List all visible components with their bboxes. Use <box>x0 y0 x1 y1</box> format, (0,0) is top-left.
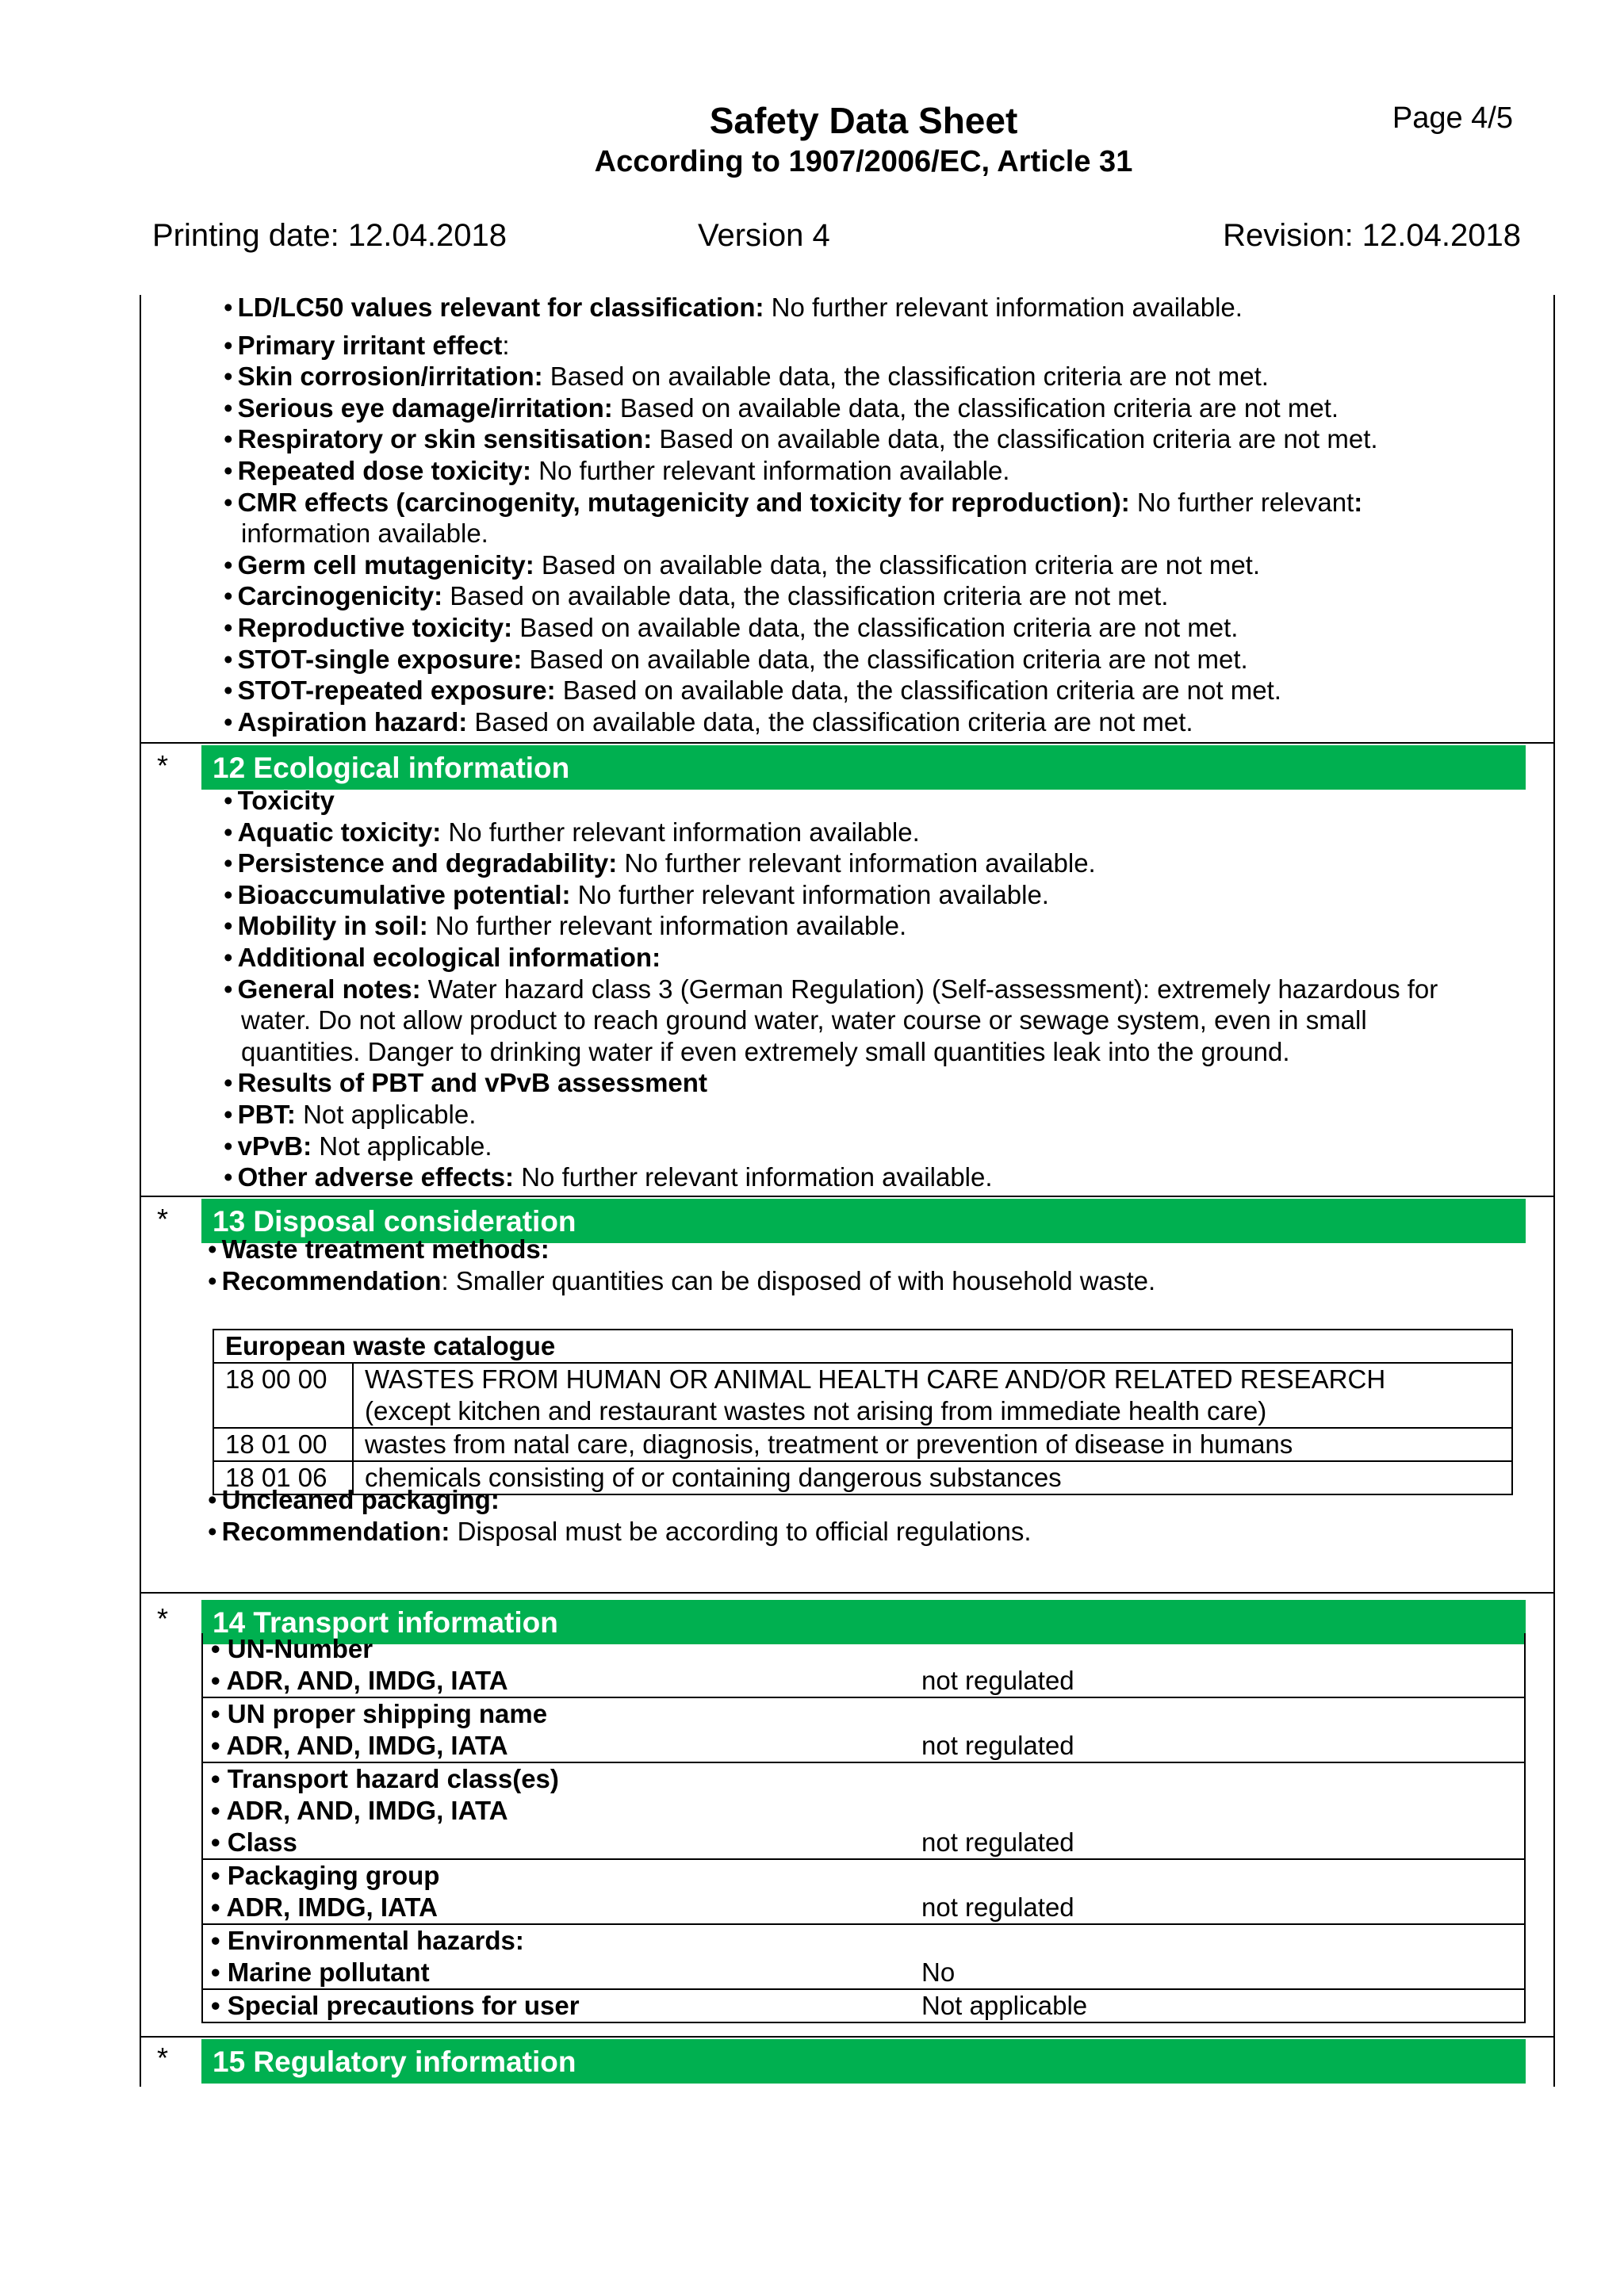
list-item-label: Recommendation <box>221 1265 442 1295</box>
bullet-icon: • <box>224 879 233 909</box>
transport-value: No <box>921 1957 956 1987</box>
list-item-text: Water hazard class 3 (German Regulation) (Self-assessment): extremely hazardous for <box>420 974 1438 1004</box>
list-item <box>224 675 1281 706</box>
list-item-label: PBT: <box>237 1100 296 1129</box>
revision-date: Revision: 12.04.2018 <box>1223 218 1521 253</box>
transport-labels <box>202 1924 921 1989</box>
list-item <box>224 392 1339 424</box>
list-item-text: quantities. Danger to drinking water if even extremely small quantities leak into the ground. <box>241 1036 1290 1066</box>
bullet-icon: • <box>211 1731 227 1760</box>
list-item-label: vPvB: <box>237 1131 312 1161</box>
bullet-icon: • <box>208 1516 217 1546</box>
waste-code: 18 01 06 <box>213 1461 353 1494</box>
table-row <box>213 1363 1512 1428</box>
bullet-icon: • <box>208 1265 217 1295</box>
list-item <box>224 706 1193 738</box>
document-title: Safety Data Sheet <box>709 100 1018 141</box>
list-item <box>208 1234 550 1265</box>
section-13-revision-star: * <box>157 1203 169 1235</box>
transport-label <box>211 1698 914 1730</box>
divider-section-11 <box>140 742 1555 744</box>
list-item <box>224 423 1378 455</box>
bullet-icon: • <box>211 1699 228 1728</box>
waste-description-line: chemicals consisting of or containing dangerous substances <box>365 1463 1062 1492</box>
bullet-icon: • <box>211 1957 228 1987</box>
list-item-text: Based on available data, the classification criteria are not met. <box>612 392 1339 423</box>
list-item-label: STOT-repeated exposure: <box>237 675 556 706</box>
list-item-text: Based on available data, the classification criteria are not met. <box>522 644 1248 674</box>
list-item <box>224 644 1248 675</box>
transport-value <box>921 1795 1516 1827</box>
transport-value <box>921 1860 1516 1892</box>
transport-label <box>211 1730 914 1762</box>
bullet-icon: • <box>224 424 233 454</box>
list-item-label: Serious eye damage/irritation: <box>237 392 613 423</box>
waste-description-line: WASTES FROM HUMAN OR ANIMAL HEALTH CARE AND/OR RELATED RESEARCH <box>365 1364 1386 1394</box>
list-item <box>224 1099 476 1131</box>
list-item-continuation <box>241 518 488 549</box>
list-item <box>224 910 906 942</box>
transport-label <box>211 1990 914 2022</box>
list-item <box>224 1161 993 1193</box>
list-item-label: General notes: <box>237 974 421 1004</box>
list-item-label: LD/LC50 values relevant for classification: <box>237 293 764 322</box>
bullet-icon: • <box>224 1068 233 1098</box>
list-item-text: Based on available data, the classification criteria are not met. <box>512 613 1239 642</box>
bullet-icon: • <box>224 362 233 392</box>
transport-labels <box>202 1697 921 1762</box>
bullet-icon: • <box>211 1861 228 1890</box>
list-item <box>224 487 1362 519</box>
list-item <box>224 942 661 974</box>
list-item-label: Results of PBT and vPvB assessment <box>237 1068 707 1098</box>
transport-label-text: UN proper shipping name <box>227 1699 548 1728</box>
list-item-text: Not applicable. <box>312 1131 492 1161</box>
table-row <box>213 1428 1512 1461</box>
list-item-text: No further relevant information available. <box>441 817 920 847</box>
list-item <box>224 612 1238 644</box>
bullet-icon: • <box>224 487 233 517</box>
section-14-title: 14 Transport information <box>213 1606 558 1639</box>
list-item <box>224 580 1168 612</box>
list-item-text: Based on available data, the classification criteria are not met. <box>542 362 1269 392</box>
list-item-label: Mobility in soil: <box>237 911 428 941</box>
list-item-label: Other adverse effects: <box>237 1162 515 1192</box>
transport-value <box>921 1925 1516 1957</box>
page-number: Page 4/5 <box>1392 101 1513 135</box>
bullet-icon: • <box>208 1234 217 1264</box>
list-item-label: Respiratory or skin sensitisation: <box>237 424 653 454</box>
list-item <box>224 848 1096 879</box>
list-item-text: Based on available data, the classification criteria are not met. <box>534 549 1261 580</box>
frame-right-border <box>1553 295 1555 2087</box>
list-item-text: No further relevant information available. <box>514 1162 993 1192</box>
list-item-text: Based on available data, the classification criteria are not met. <box>467 706 1193 737</box>
list-item-text: No further relevant <box>1129 487 1354 517</box>
bullet-icon: • <box>224 817 233 847</box>
transport-label <box>211 1892 914 1923</box>
transport-value <box>921 1633 1516 1665</box>
transport-group <box>202 1633 1525 1697</box>
transport-label <box>211 1763 914 1795</box>
transport-label-text: Packaging group <box>227 1861 440 1890</box>
document-subtitle: According to 1907/2006/EC, Article 31 <box>594 145 1133 178</box>
transport-label <box>211 1860 914 1892</box>
section-14-revision-star: * <box>157 1602 169 1635</box>
list-item <box>224 292 1243 323</box>
list-item-label: Carcinogenicity: <box>237 581 443 611</box>
transport-values <box>921 1697 1525 1762</box>
transport-values <box>921 1762 1525 1859</box>
list-item-text: water. Do not allow product to reach ground water, water course or sewage system, even in small <box>241 1005 1367 1035</box>
bullet-icon: • <box>224 786 233 815</box>
transport-label-text: UN-Number <box>227 1634 373 1663</box>
list-item-label: Aspiration hazard: <box>237 706 468 737</box>
bullet-icon: • <box>224 613 233 642</box>
bullet-icon: • <box>208 1485 217 1514</box>
list-item <box>224 549 1260 581</box>
bullet-icon: • <box>224 330 233 360</box>
waste-catalogue-table <box>213 1329 1513 1495</box>
transport-value <box>921 1763 1516 1795</box>
transport-label-text: Class <box>227 1827 297 1857</box>
bullet-icon: • <box>211 1796 227 1825</box>
bullet-icon: • <box>224 911 233 941</box>
waste-description <box>353 1363 1512 1428</box>
list-item-label: Bioaccumulative potential: <box>237 879 571 909</box>
version: Version 4 <box>698 218 830 253</box>
list-item-text: Based on available data, the classification criteria are not met. <box>442 581 1169 611</box>
list-item-text: : <box>502 330 510 360</box>
list-item-text: Based on available data, the classification criteria are not met. <box>652 424 1378 454</box>
list-item-label: STOT-single exposure: <box>237 644 523 674</box>
list-item-text: No further relevant information available. <box>617 848 1096 878</box>
bullet-icon: • <box>211 1991 228 2020</box>
bullet-icon: • <box>224 848 233 878</box>
bullet-icon: • <box>224 644 233 674</box>
bullet-icon: • <box>224 581 233 611</box>
waste-catalogue-header: European waste catalogue <box>213 1330 1512 1363</box>
transport-label <box>211 1633 914 1665</box>
bullet-icon: • <box>211 1666 227 1695</box>
transport-label-text: Marine pollutant <box>227 1957 430 1987</box>
bullet-icon: • <box>224 549 233 580</box>
list-item-label: Repeated dose toxicity: <box>237 456 531 485</box>
transport-label-text: Transport hazard class(es) <box>227 1764 559 1793</box>
bullet-icon: • <box>224 1100 233 1129</box>
list-item <box>208 1265 1155 1297</box>
list-item-label: Skin corrosion/irritation: <box>237 362 543 392</box>
divider-section-12 <box>140 1196 1555 1197</box>
section-13-title: 13 Disposal consideration <box>213 1205 576 1238</box>
list-item <box>224 785 335 817</box>
list-item-label: Persistence and degradability: <box>237 848 618 878</box>
transport-label-text: ADR, AND, IMDG, IATA <box>226 1796 508 1825</box>
divider-section-14 <box>140 2036 1555 2038</box>
bullet-icon: • <box>211 1827 228 1857</box>
list-item-label: Waste treatment methods: <box>221 1234 550 1264</box>
transport-value: Not applicable <box>921 1991 1088 2020</box>
transport-label-text: Special precautions for user <box>227 1991 580 2020</box>
bullet-icon: • <box>224 974 233 1004</box>
list-item-label: CMR effects (carcinogenity, mutagenicity and toxicity for reproduction): <box>237 487 1130 517</box>
transport-labels <box>202 1762 921 1859</box>
transport-label-text: ADR, IMDG, IATA <box>226 1892 438 1922</box>
list-item-text: : Smaller quantities can be disposed of with household waste. <box>441 1265 1156 1295</box>
transport-labels <box>202 1633 921 1697</box>
list-item-text: Based on available data, the classification criteria are not met. <box>555 675 1281 706</box>
transport-label <box>211 1827 914 1858</box>
list-item-text: Not applicable. <box>295 1100 477 1129</box>
transport-group <box>202 1859 1525 1924</box>
transport-value: not regulated <box>921 1892 1074 1922</box>
transport-value: not regulated <box>921 1731 1074 1760</box>
transport-label <box>211 1957 914 1988</box>
transport-group <box>202 1989 1525 2022</box>
transport-label <box>211 1795 914 1827</box>
section-12-revision-star: * <box>157 749 169 782</box>
divider-section-13 <box>140 1592 1555 1594</box>
transport-label-text: ADR, AND, IMDG, IATA <box>226 1666 508 1695</box>
frame-left-border <box>140 295 141 2087</box>
section-15-title: 15 Regulatory information <box>213 2045 576 2078</box>
list-item <box>224 361 1269 392</box>
section-15-revision-star: * <box>157 2042 169 2074</box>
transport-labels <box>202 1989 921 2022</box>
list-item <box>224 1131 492 1162</box>
bullet-icon: • <box>224 943 233 972</box>
bullet-icon: • <box>224 293 233 322</box>
list-item-label: Additional ecological information: <box>237 943 661 972</box>
transport-group <box>202 1924 1525 1989</box>
bullet-icon: • <box>211 1634 228 1663</box>
transport-label <box>211 1665 914 1697</box>
list-item <box>208 1484 500 1516</box>
list-item-label: Reproductive toxicity: <box>237 613 513 642</box>
list-item-text: No further relevant information available. <box>764 293 1243 322</box>
list-item-label: Toxicity <box>237 786 335 815</box>
transport-values <box>921 1924 1525 1989</box>
list-item-label: Aquatic toxicity: <box>237 817 442 847</box>
transport-label-text: Environmental hazards: <box>227 1926 524 1955</box>
section-12-header <box>201 745 1526 790</box>
waste-code: 18 00 00 <box>213 1363 353 1428</box>
transport-label <box>211 1925 914 1957</box>
list-item-label: Recommendation: <box>221 1516 450 1546</box>
bullet-icon: • <box>224 1131 233 1161</box>
waste-description-line: (except kitchen and restaurant wastes not arising from immediate health care) <box>365 1396 1267 1425</box>
bullet-icon: • <box>224 392 233 423</box>
list-item <box>224 330 510 362</box>
list-item <box>224 974 1438 1005</box>
list-item <box>224 817 920 848</box>
list-item-tail: : <box>1354 487 1363 517</box>
list-item-text: No further relevant information available. <box>570 879 1049 909</box>
transport-table <box>201 1633 1526 2023</box>
bullet-icon: • <box>224 706 233 737</box>
list-item-continuation <box>241 1036 1290 1068</box>
bullet-icon: • <box>224 1162 233 1192</box>
list-item <box>224 1067 707 1099</box>
bullet-icon: • <box>211 1892 227 1922</box>
list-item-label: Uncleaned packaging: <box>221 1485 500 1514</box>
bullet-icon: • <box>211 1764 228 1793</box>
transport-label-text: ADR, AND, IMDG, IATA <box>226 1731 508 1760</box>
bullet-icon: • <box>224 675 233 706</box>
transport-value: not regulated <box>921 1666 1074 1695</box>
list-item-text: information available. <box>241 519 488 549</box>
waste-code: 18 01 00 <box>213 1428 353 1461</box>
waste-description <box>353 1428 1512 1461</box>
transport-value: not regulated <box>921 1827 1074 1857</box>
waste-description <box>353 1461 1512 1494</box>
list-item-text: No further relevant information available. <box>427 911 907 941</box>
section-15-header <box>201 2039 1526 2084</box>
bullet-icon: • <box>224 456 233 485</box>
transport-value <box>921 1698 1516 1730</box>
list-item-label: Primary irritant effect <box>237 330 503 360</box>
list-item <box>208 1516 1032 1548</box>
list-item-label: Germ cell mutagenicity: <box>237 549 534 580</box>
transport-group <box>202 1697 1525 1762</box>
list-item-continuation <box>241 1004 1367 1036</box>
bullet-icon: • <box>211 1926 228 1955</box>
transport-values <box>921 1989 1525 2022</box>
transport-group <box>202 1762 1525 1859</box>
list-item-text: No further relevant information available. <box>531 456 1010 485</box>
printing-date: Printing date: 12.04.2018 <box>152 218 508 253</box>
list-item <box>224 879 1049 911</box>
waste-description-line: wastes from natal care, diagnosis, treatment or prevention of disease in humans <box>365 1429 1293 1459</box>
transport-values <box>921 1859 1525 1924</box>
section-12-title: 12 Ecological information <box>213 752 570 784</box>
transport-labels <box>202 1859 921 1924</box>
list-item-text: Disposal must be according to official regulations. <box>450 1516 1032 1546</box>
list-item <box>224 455 1009 487</box>
transport-values <box>921 1633 1525 1697</box>
